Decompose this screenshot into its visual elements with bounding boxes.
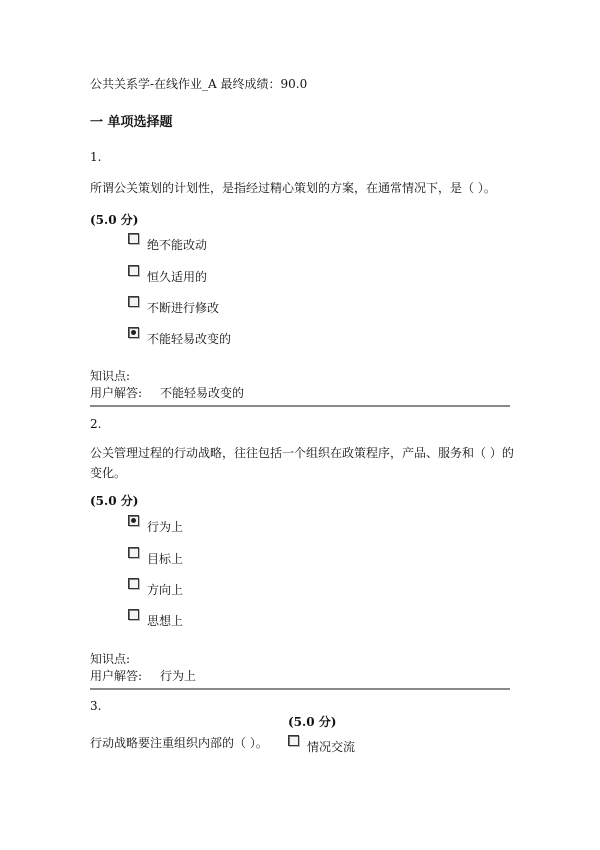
- option-label: 不断进行修改: [147, 301, 220, 315]
- question-3-text: 行动战略要注重组织内部的（ ）。: [90, 736, 268, 750]
- question-3-score: (5.0 分): [288, 715, 337, 729]
- question-3-option-1[interactable]: [288, 735, 355, 755]
- option-label: 不能轻易改变的: [147, 332, 232, 346]
- question-1-option-4[interactable]: [128, 327, 231, 347]
- question-2-option-4[interactable]: [128, 609, 183, 629]
- question-2-answer: [90, 667, 196, 684]
- answer-label: 用户解答:: [90, 669, 143, 683]
- question-1-score: (5.0 分): [90, 213, 139, 227]
- answer-value: 行为上: [160, 669, 197, 683]
- option-label: 目标上: [147, 552, 184, 566]
- option-label: 恒久适用的: [147, 270, 208, 284]
- question-3-number: 3.: [90, 699, 102, 713]
- question-1-knowledge-label: 知识点:: [90, 369, 131, 383]
- radio-button-icon[interactable]: [128, 609, 139, 620]
- option-label: 绝不能改动: [147, 238, 208, 252]
- question-2-text: 公关管理过程的行动战略，往往包括一个组织在政策程序，产品、服务和（ ）的变化。: [90, 446, 514, 480]
- option-label: 行为上: [147, 520, 184, 534]
- radio-button-icon[interactable]: [128, 547, 139, 558]
- question-2-score: (5.0 分): [90, 494, 139, 508]
- question-2-knowledge-label: 知识点:: [90, 652, 131, 666]
- answer-label: 用户解答:: [90, 386, 143, 400]
- radio-button-icon[interactable]: [288, 735, 299, 746]
- option-label: 方向上: [147, 583, 184, 597]
- page-header: 公共关系学-在线作业_A 最终成绩：90.0: [90, 77, 308, 91]
- divider: [90, 405, 510, 407]
- radio-button-icon[interactable]: [128, 233, 139, 244]
- section-title: 一 单项选择题: [90, 115, 173, 130]
- question-1-number: 1.: [90, 150, 102, 164]
- option-label: 思想上: [147, 614, 184, 628]
- question-2-option-1[interactable]: [128, 515, 183, 535]
- radio-button-checked-icon[interactable]: [128, 515, 139, 526]
- question-1-text: 所谓公关策划的计划性，是指经过精心策划的方案，在通常情况下，是（ ）。: [90, 181, 496, 195]
- radio-button-icon[interactable]: [128, 265, 139, 276]
- question-2-number: 2.: [90, 417, 102, 431]
- question-1-answer: [90, 384, 244, 401]
- answer-value: 不能轻易改变的: [160, 386, 245, 400]
- question-1-option-3[interactable]: [128, 296, 219, 316]
- question-2-option-3[interactable]: [128, 578, 183, 598]
- question-2-option-2[interactable]: [128, 547, 183, 567]
- radio-button-icon[interactable]: [128, 296, 139, 307]
- option-label: 情况交流: [307, 740, 356, 754]
- question-1-option-1[interactable]: [128, 233, 207, 253]
- radio-button-checked-icon[interactable]: [128, 327, 139, 338]
- question-1-option-2[interactable]: [128, 265, 207, 285]
- radio-button-icon[interactable]: [128, 578, 139, 589]
- divider: [90, 688, 510, 690]
